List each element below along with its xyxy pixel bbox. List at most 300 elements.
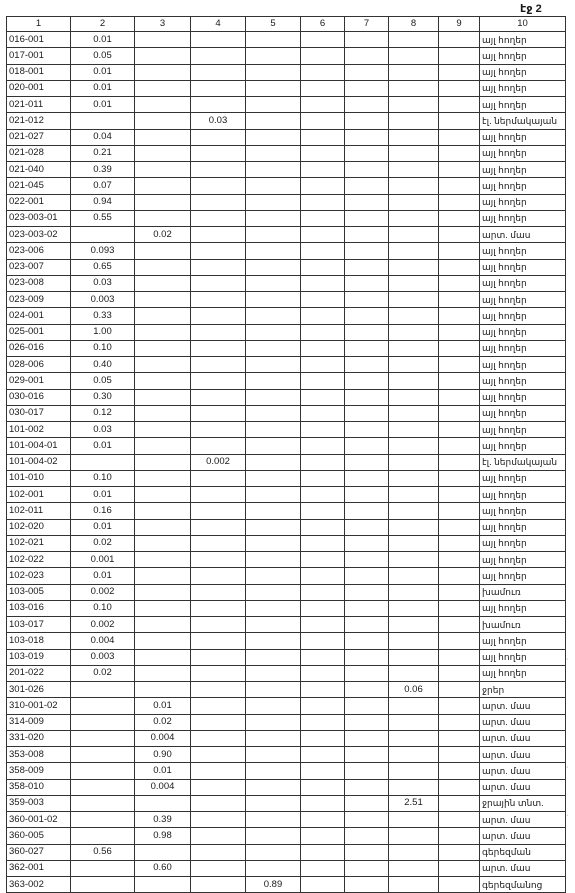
land-category-cell: այլ հողեր xyxy=(480,178,566,194)
parcel-code-cell: 021-028 xyxy=(7,145,71,161)
area-cell xyxy=(246,665,301,681)
area-cell xyxy=(191,422,246,438)
area-cell xyxy=(345,860,389,876)
area-cell xyxy=(389,178,439,194)
area-cell: 0.003 xyxy=(71,292,135,308)
parcel-code-cell: 016-001 xyxy=(7,32,71,48)
area-cell xyxy=(345,552,389,568)
parcel-code-cell: 103-018 xyxy=(7,633,71,649)
area-cell: 0.06 xyxy=(389,682,439,698)
area-cell xyxy=(345,373,389,389)
area-cell: 0.39 xyxy=(135,812,191,828)
parcel-code-cell: 021-040 xyxy=(7,162,71,178)
area-cell: 0.002 xyxy=(71,617,135,633)
area-cell xyxy=(301,357,345,373)
area-cell xyxy=(345,877,389,893)
area-cell xyxy=(389,617,439,633)
area-cell: 0.01 xyxy=(135,763,191,779)
area-cell: 0.10 xyxy=(71,340,135,356)
area-cell xyxy=(301,487,345,503)
area-cell xyxy=(439,178,480,194)
area-cell xyxy=(191,438,246,454)
table-row xyxy=(7,243,566,259)
parcel-code-cell: 102-023 xyxy=(7,568,71,584)
area-cell xyxy=(301,405,345,421)
land-category-cell: խամուռ xyxy=(480,584,566,600)
area-cell xyxy=(135,649,191,665)
area-cell xyxy=(191,487,246,503)
area-cell xyxy=(345,340,389,356)
parcel-code-cell: 102-022 xyxy=(7,552,71,568)
area-cell xyxy=(301,860,345,876)
area-cell xyxy=(191,617,246,633)
table-row xyxy=(7,97,566,113)
area-cell: 0.01 xyxy=(71,487,135,503)
area-cell xyxy=(246,584,301,600)
area-cell xyxy=(389,227,439,243)
area-cell xyxy=(389,145,439,161)
column-header: 7 xyxy=(345,17,389,32)
area-cell: 0.03 xyxy=(71,422,135,438)
area-cell xyxy=(246,324,301,340)
area-cell xyxy=(389,568,439,584)
area-cell xyxy=(191,682,246,698)
area-cell: 0.94 xyxy=(71,194,135,210)
area-cell xyxy=(439,812,480,828)
area-cell xyxy=(301,698,345,714)
area-cell xyxy=(135,552,191,568)
area-cell: 0.04 xyxy=(71,129,135,145)
land-category-cell: էլ. ներմակայան xyxy=(480,113,566,129)
area-cell xyxy=(439,162,480,178)
area-cell: 0.30 xyxy=(71,389,135,405)
area-cell xyxy=(389,600,439,616)
area-cell xyxy=(301,162,345,178)
area-cell xyxy=(345,97,389,113)
table-row xyxy=(7,405,566,421)
area-cell xyxy=(301,389,345,405)
area-cell xyxy=(135,373,191,389)
area-cell xyxy=(345,243,389,259)
land-category-cell: այլ հողեր xyxy=(480,649,566,665)
area-cell xyxy=(345,80,389,96)
parcel-code-cell: 102-020 xyxy=(7,519,71,535)
area-cell xyxy=(246,357,301,373)
area-cell xyxy=(301,682,345,698)
table-row xyxy=(7,844,566,860)
parcel-code-cell: 103-016 xyxy=(7,600,71,616)
area-cell xyxy=(71,877,135,893)
area-cell xyxy=(439,97,480,113)
column-header: 6 xyxy=(301,17,345,32)
area-cell xyxy=(439,422,480,438)
column-header: 5 xyxy=(246,17,301,32)
area-cell xyxy=(389,292,439,308)
area-cell xyxy=(439,698,480,714)
area-cell: 0.12 xyxy=(71,405,135,421)
parcel-code-cell: 310-001-02 xyxy=(7,698,71,714)
area-cell xyxy=(191,162,246,178)
area-cell xyxy=(246,698,301,714)
area-cell: 0.02 xyxy=(71,535,135,551)
area-cell: 0.98 xyxy=(135,828,191,844)
area-cell: 0.01 xyxy=(71,64,135,80)
area-cell xyxy=(246,275,301,291)
area-cell xyxy=(439,324,480,340)
table-row xyxy=(7,779,566,795)
parcel-code-cell: 023-003-01 xyxy=(7,210,71,226)
parcel-code-cell: 101-010 xyxy=(7,470,71,486)
area-cell xyxy=(439,828,480,844)
table-row xyxy=(7,584,566,600)
area-cell xyxy=(439,308,480,324)
land-category-cell: այլ հողեր xyxy=(480,259,566,275)
area-cell xyxy=(439,32,480,48)
area-cell xyxy=(345,844,389,860)
parcel-code-cell: 017-001 xyxy=(7,48,71,64)
land-category-cell: խամուռ xyxy=(480,617,566,633)
area-cell xyxy=(389,860,439,876)
parcel-code-cell: 103-005 xyxy=(7,584,71,600)
area-cell: 0.65 xyxy=(71,259,135,275)
land-register-table xyxy=(6,16,566,893)
area-cell xyxy=(246,535,301,551)
area-cell xyxy=(439,389,480,405)
table-row xyxy=(7,649,566,665)
area-cell xyxy=(439,373,480,389)
area-cell xyxy=(345,600,389,616)
parcel-code-cell: 102-021 xyxy=(7,535,71,551)
area-cell xyxy=(389,503,439,519)
area-cell xyxy=(345,730,389,746)
table-row xyxy=(7,162,566,178)
area-cell xyxy=(191,405,246,421)
area-cell xyxy=(246,503,301,519)
area-cell: 0.89 xyxy=(246,877,301,893)
area-cell xyxy=(301,292,345,308)
column-header: 3 xyxy=(135,17,191,32)
area-cell xyxy=(135,584,191,600)
area-cell xyxy=(439,600,480,616)
area-cell: 0.01 xyxy=(71,438,135,454)
parcel-code-cell: 359-003 xyxy=(7,795,71,811)
land-category-cell: այլ հողեր xyxy=(480,568,566,584)
area-cell xyxy=(246,259,301,275)
area-cell xyxy=(246,617,301,633)
table-row xyxy=(7,828,566,844)
parcel-code-cell: 331-020 xyxy=(7,730,71,746)
area-cell xyxy=(389,552,439,568)
area-cell: 0.004 xyxy=(135,779,191,795)
area-cell xyxy=(135,64,191,80)
area-cell xyxy=(439,454,480,470)
table-row xyxy=(7,178,566,194)
area-cell xyxy=(301,877,345,893)
area-cell xyxy=(389,633,439,649)
land-category-cell: այլ հողեր xyxy=(480,210,566,226)
area-cell xyxy=(246,470,301,486)
area-cell: 0.03 xyxy=(71,275,135,291)
area-cell xyxy=(439,633,480,649)
area-cell xyxy=(71,730,135,746)
area-cell xyxy=(439,779,480,795)
area-cell xyxy=(389,129,439,145)
area-cell xyxy=(135,877,191,893)
land-category-cell: արտ. մաս xyxy=(480,730,566,746)
area-cell xyxy=(389,32,439,48)
area-cell xyxy=(345,535,389,551)
area-cell xyxy=(301,422,345,438)
area-cell xyxy=(246,162,301,178)
land-category-cell: արտ. մաս xyxy=(480,714,566,730)
table-row xyxy=(7,795,566,811)
parcel-code-cell: 024-001 xyxy=(7,308,71,324)
area-cell xyxy=(135,292,191,308)
area-cell xyxy=(345,714,389,730)
parcel-code-cell: 025-001 xyxy=(7,324,71,340)
land-category-cell: ջրային տնտ. xyxy=(480,795,566,811)
area-cell xyxy=(345,633,389,649)
table-row xyxy=(7,438,566,454)
area-cell xyxy=(191,877,246,893)
area-cell: 0.004 xyxy=(135,730,191,746)
area-cell xyxy=(301,64,345,80)
area-cell xyxy=(345,389,389,405)
area-cell xyxy=(345,259,389,275)
parcel-code-cell: 301-026 xyxy=(7,682,71,698)
table-row xyxy=(7,519,566,535)
area-cell xyxy=(301,665,345,681)
area-cell xyxy=(191,389,246,405)
area-cell xyxy=(439,714,480,730)
parcel-code-cell: 030-016 xyxy=(7,389,71,405)
area-cell xyxy=(389,210,439,226)
margin-mark: · xyxy=(566,812,569,819)
area-cell xyxy=(135,97,191,113)
area-cell xyxy=(135,438,191,454)
area-cell xyxy=(389,730,439,746)
area-cell xyxy=(389,584,439,600)
area-cell xyxy=(246,747,301,763)
table-row xyxy=(7,454,566,470)
area-cell xyxy=(345,698,389,714)
area-cell xyxy=(345,503,389,519)
area-cell xyxy=(301,519,345,535)
area-cell xyxy=(191,373,246,389)
area-cell xyxy=(191,600,246,616)
area-cell xyxy=(135,535,191,551)
area-cell xyxy=(301,32,345,48)
area-cell xyxy=(246,487,301,503)
land-category-cell: գերեզմանոց xyxy=(480,877,566,893)
area-cell xyxy=(389,519,439,535)
area-cell xyxy=(301,113,345,129)
area-cell xyxy=(439,682,480,698)
area-cell: 0.01 xyxy=(71,32,135,48)
area-cell xyxy=(246,519,301,535)
parcel-code-cell: 103-017 xyxy=(7,617,71,633)
area-cell xyxy=(301,227,345,243)
area-cell xyxy=(301,730,345,746)
area-cell xyxy=(135,422,191,438)
area-cell xyxy=(71,747,135,763)
area-cell xyxy=(71,779,135,795)
area-cell xyxy=(301,308,345,324)
column-header: 10 xyxy=(480,17,566,32)
area-cell xyxy=(345,568,389,584)
table-row xyxy=(7,373,566,389)
area-cell xyxy=(191,178,246,194)
area-cell: 0.39 xyxy=(71,162,135,178)
area-cell xyxy=(439,129,480,145)
table-row xyxy=(7,617,566,633)
land-category-cell: այլ հողեր xyxy=(480,405,566,421)
land-category-cell: այլ հողեր xyxy=(480,389,566,405)
area-cell xyxy=(246,64,301,80)
area-cell: 0.01 xyxy=(135,698,191,714)
land-category-cell: այլ հողեր xyxy=(480,145,566,161)
land-category-cell: այլ հողեր xyxy=(480,48,566,64)
parcel-code-cell: 030-017 xyxy=(7,405,71,421)
area-cell xyxy=(301,178,345,194)
area-cell: 0.10 xyxy=(71,470,135,486)
land-category-cell: արտ. մաս xyxy=(480,227,566,243)
area-cell xyxy=(246,210,301,226)
table-row xyxy=(7,568,566,584)
area-cell xyxy=(389,877,439,893)
area-cell xyxy=(191,584,246,600)
area-cell xyxy=(191,97,246,113)
area-cell xyxy=(135,682,191,698)
area-cell xyxy=(389,844,439,860)
table-row xyxy=(7,324,566,340)
area-cell xyxy=(345,64,389,80)
parcel-code-cell: 360-005 xyxy=(7,828,71,844)
area-cell xyxy=(191,275,246,291)
area-cell xyxy=(246,812,301,828)
area-cell xyxy=(191,860,246,876)
area-cell xyxy=(439,357,480,373)
area-cell xyxy=(71,795,135,811)
area-cell xyxy=(71,763,135,779)
area-cell xyxy=(439,340,480,356)
area-cell xyxy=(389,535,439,551)
area-cell xyxy=(301,633,345,649)
area-cell xyxy=(389,828,439,844)
area-cell xyxy=(191,714,246,730)
area-cell xyxy=(246,80,301,96)
table-row xyxy=(7,227,566,243)
parcel-code-cell: 103-019 xyxy=(7,649,71,665)
table-row xyxy=(7,503,566,519)
area-cell: 0.002 xyxy=(191,454,246,470)
area-cell xyxy=(439,795,480,811)
area-cell xyxy=(345,324,389,340)
table-row xyxy=(7,210,566,226)
area-cell: 0.01 xyxy=(71,97,135,113)
area-cell xyxy=(301,535,345,551)
area-cell xyxy=(191,259,246,275)
area-cell xyxy=(389,747,439,763)
area-cell: 1.00 xyxy=(71,324,135,340)
area-cell xyxy=(345,795,389,811)
area-cell: 0.21 xyxy=(71,145,135,161)
land-category-cell: արտ. մաս xyxy=(480,812,566,828)
land-category-cell: արտ. մաս xyxy=(480,747,566,763)
area-cell xyxy=(345,275,389,291)
area-cell xyxy=(191,340,246,356)
land-category-cell: այլ հողեր xyxy=(480,162,566,178)
parcel-code-cell: 026-016 xyxy=(7,340,71,356)
table-row xyxy=(7,877,566,893)
table-row xyxy=(7,600,566,616)
area-cell xyxy=(389,340,439,356)
land-category-cell: այլ հողեր xyxy=(480,357,566,373)
land-category-cell: այլ հողեր xyxy=(480,552,566,568)
table-row xyxy=(7,422,566,438)
area-cell xyxy=(439,113,480,129)
area-cell xyxy=(246,308,301,324)
page-label: էջ 2 xyxy=(520,3,542,15)
area-cell xyxy=(345,828,389,844)
area-cell xyxy=(439,243,480,259)
area-cell xyxy=(439,763,480,779)
area-cell xyxy=(191,129,246,145)
area-cell xyxy=(301,600,345,616)
area-cell xyxy=(191,308,246,324)
table-row xyxy=(7,860,566,876)
area-cell xyxy=(246,389,301,405)
land-category-cell: այլ հողեր xyxy=(480,422,566,438)
area-cell xyxy=(135,145,191,161)
area-cell: 0.60 xyxy=(135,860,191,876)
parcel-code-cell: 101-004-01 xyxy=(7,438,71,454)
land-category-cell: այլ հողեր xyxy=(480,340,566,356)
area-cell xyxy=(135,568,191,584)
parcel-code-cell: 201-022 xyxy=(7,665,71,681)
area-cell xyxy=(345,145,389,161)
area-cell xyxy=(135,129,191,145)
land-category-cell: այլ հողեր xyxy=(480,470,566,486)
area-cell xyxy=(389,162,439,178)
area-cell xyxy=(191,633,246,649)
area-cell xyxy=(345,210,389,226)
table-row xyxy=(7,535,566,551)
area-cell xyxy=(135,324,191,340)
land-category-cell: այլ հողեր xyxy=(480,292,566,308)
area-cell xyxy=(345,584,389,600)
area-cell xyxy=(135,487,191,503)
area-cell xyxy=(439,649,480,665)
area-cell xyxy=(301,48,345,64)
area-cell xyxy=(301,470,345,486)
table-row xyxy=(7,763,566,779)
area-cell xyxy=(135,178,191,194)
table-row xyxy=(7,80,566,96)
area-cell xyxy=(389,357,439,373)
parcel-code-cell: 360-027 xyxy=(7,844,71,860)
area-cell xyxy=(246,763,301,779)
area-cell: 0.093 xyxy=(71,243,135,259)
area-cell xyxy=(439,292,480,308)
area-cell xyxy=(246,97,301,113)
area-cell xyxy=(246,600,301,616)
area-cell xyxy=(345,519,389,535)
area-cell xyxy=(135,617,191,633)
land-category-cell: արտ. մաս xyxy=(480,698,566,714)
area-cell xyxy=(246,795,301,811)
table-row xyxy=(7,145,566,161)
